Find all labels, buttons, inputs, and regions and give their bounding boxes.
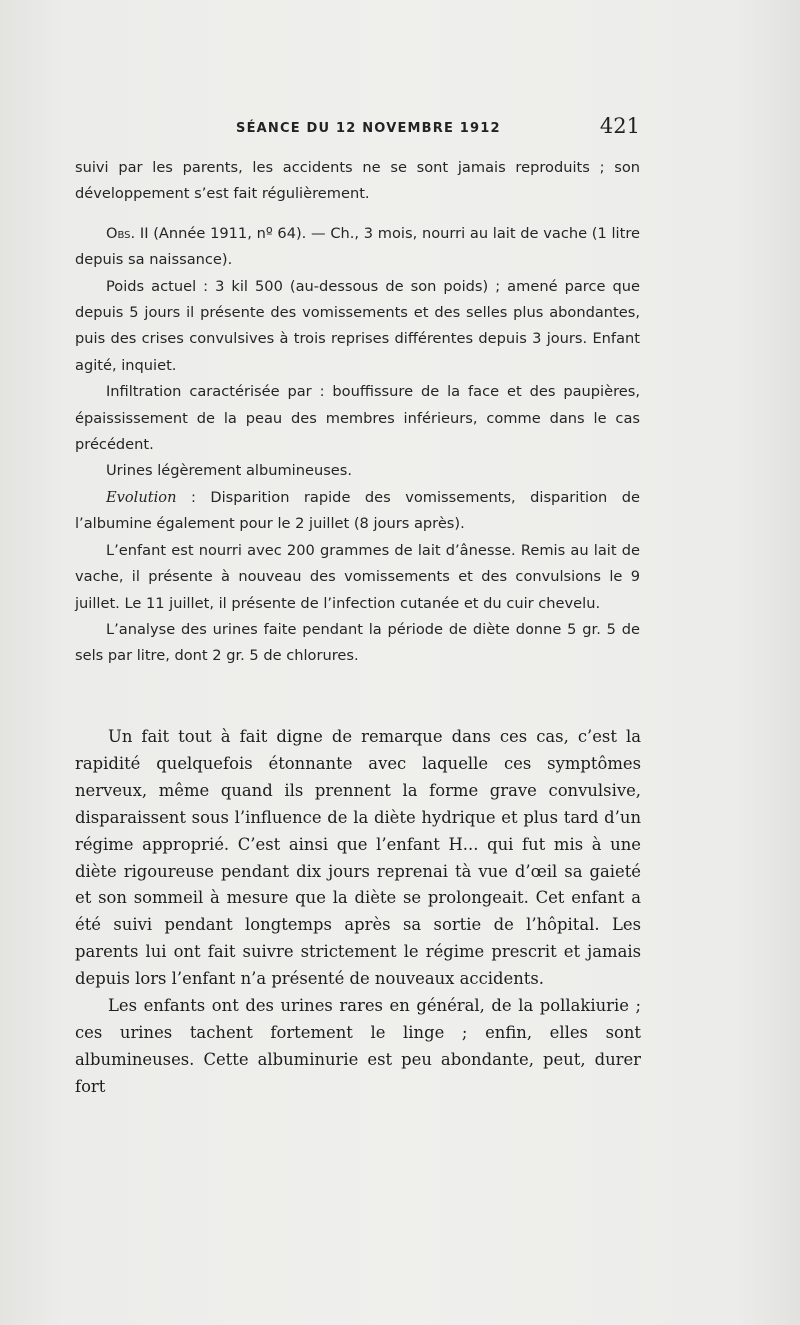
observation-details: II (Année 1911, nº 64). — Ch., 3 mois, nourri au lait de vache (1 litre depuis sa naissance). (75, 224, 640, 269)
paragraph-urines: Les enfants ont des urines rares en général, de la pollakiurie ; ces urines tachent fortement le linge ; enfin, elles sont albumineuses. Cette albuminurie est peu abondante, peut, durer fort (75, 996, 641, 1096)
evolution-label: Evolution (106, 488, 177, 506)
paragraph-feeding: L’enfant est nourri avec 200 grammes de lait d’ânesse. Remis au lait de vache, il présente à nouveau des vomissements et des convulsions le 9 juillet. Le 11 juillet, il présente de l’infection cutanée et du cuir chevelu. (75, 541, 640, 612)
observation-section (75, 155, 640, 670)
page-header (74, 114, 640, 144)
paragraph-remark: Un fait tout à fait digne de remarque dans ces cas, c’est la rapidité quelquefois étonnante avec laquelle ces symptômes nerveux, même quand ils prennent la forme grave convulsive, disparaissent sous l’influence de la diète hydrique et plus tard d’un régime approprié. C’est ainsi que l’enfant H... qui fut mis à une diète rigoureuse pendant dix jours reprenai tà vue d’œil sa gaieté et son sommeil à mesure que la diète se prolongeait. Cet enfant a été suivi pendant longtemps après sa sortie de l’hôpital. Les parents lui ont fait suivre strictement le régime prescrit et jamais depuis lors l’enfant n’a présenté de nouveaux accidents. (75, 727, 641, 989)
paragraph-evolution (75, 485, 640, 538)
paragraph-urine: Urines légèrement albumineuses. (106, 462, 353, 480)
observation-label: Obs. (106, 224, 136, 242)
running-head: SÉANCE DU 12 NOVEMBRE 1912 (236, 121, 501, 136)
evolution-details: : Disparition rapide des vomissements, disparition de l’albumine également pour le 2 juillet (8 jours après). (75, 488, 640, 533)
paragraph-infiltration: Infiltration caractérisée par : bouffissure de la face et des paupières, épaississement de la peau des membres inférieurs, comme dans le cas précédent. (75, 383, 640, 454)
paragraph-continuation: suivi par les parents, les accidents ne se sont jamais reproduits ; son développement s’est fait régulièrement. (75, 159, 640, 203)
paragraph-observation-heading (75, 221, 640, 274)
discussion-section (75, 724, 641, 1101)
page-number: 421 (599, 114, 640, 138)
paragraph-weight: Poids actuel : 3 kil 500 (au-dessous de son poids) ; amené parce que depuis 5 jours il présente des vomissements et des selles plus abondantes, puis des crises convulsives à trois reprises différentes depuis 3 jours. Enfant agité, inquiet. (75, 277, 640, 374)
paragraph-analysis: L’analyse des urines faite pendant la période de diète donne 5 gr. 5 de sels par litre, dont 2 gr. 5 de chlorures. (75, 620, 640, 665)
